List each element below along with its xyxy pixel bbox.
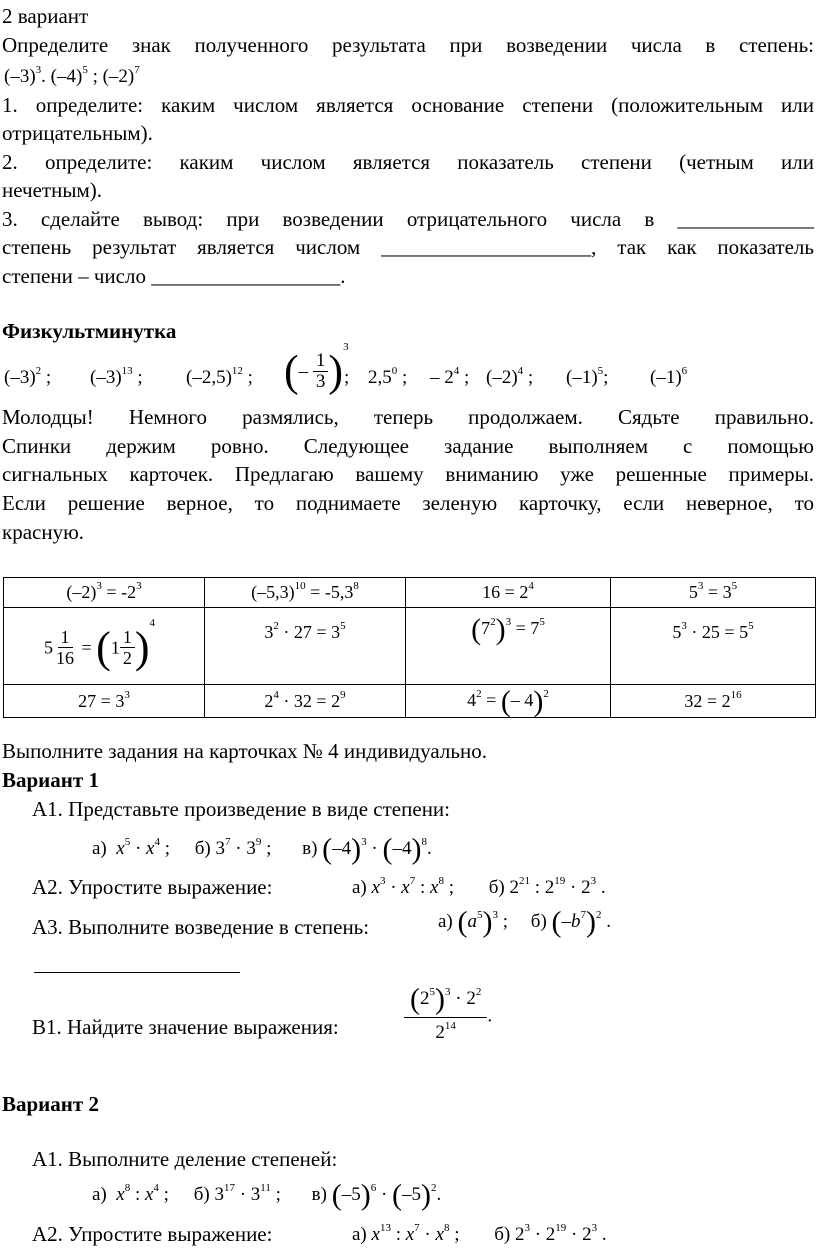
step-3-line-2: степень результат является числом ____________________, так как показатель	[2, 235, 814, 259]
table-row	[4, 608, 816, 685]
table-row	[4, 685, 816, 718]
v1-a1-expressions: а) $x^5 \cdot x^4$ ; б) $3^7 \cdot 3^9$ ; в) $(-4)^3 \cdot (-4)^8$.	[92, 832, 432, 866]
step-3-line-1: 3. сделайте вывод: при возведении отрицательного числа в _____________	[2, 207, 814, 231]
table-row	[4, 578, 816, 608]
table-cell: $16 = 2^4$	[406, 578, 611, 608]
v1-a3-expressions: а) $(a^5)^3$ ; б) $(-b^7)^2$ .	[438, 905, 612, 939]
table-cell: $(-2)^3 = -2^3$	[4, 578, 205, 608]
table-cell: $27 = 3^3$	[4, 685, 205, 718]
v2-a2-expressions: а) $x^{13}$ : $x^7 \cdot x^8$ ; б) $2^3 \cdot 2^{19} \cdot 2^3$ .	[352, 1222, 607, 1245]
examples-table	[3, 577, 816, 718]
v1-a2-expressions: а) $x^3 \cdot x^7$ : $x^8$ ; б) $2^{21}$ : $2^{19} \cdot 2^3$ .	[352, 875, 606, 898]
paragraph-line-5: красную.	[2, 520, 85, 544]
v1-b1-label: В1. Найдите значение выражения:	[32, 1015, 339, 1039]
step-3-line-3: степени – число __________________.	[2, 264, 346, 288]
paragraph-line-1: Молодцы! Немного размялись, теперь продолжаем. Сядьте правильно.	[2, 405, 814, 429]
table-cell: $5^3 \cdot 25 = 5^5$	[611, 608, 816, 685]
variant-1-title: Вариант 1	[2, 768, 99, 792]
step-2-line-2: нечетным).	[2, 178, 102, 202]
task-intro: Выполните задания на карточках № 4 индивидуально.	[2, 739, 487, 763]
v1-a1-label: А1. Представьте произведение в виде степени:	[32, 797, 451, 821]
step-2-line-1: 2. определите: каким числом является показатель степени (четным или	[2, 150, 814, 174]
table-cell: 5 $\frac{1}{16}$ = (1 $\frac{1}{2}$ )$^4$	[4, 608, 205, 685]
table-cell: $(-5,3)^{10} = -5,3^8$	[205, 578, 406, 608]
table-cell: $3^2 \cdot 27 = 3^5$	[205, 608, 406, 685]
step-1-line-1: 1. определите: каким числом является основание степени (положительным или	[2, 93, 814, 117]
v1-a3-label: А3. Выполните возведение в степень:	[32, 915, 370, 939]
warmup-expressions: $(-3)^2$ ; $(-3)^{13}$ ; $(-2,5)^{12}$ ; (– $\frac{1}{3}$ )$^3$ ; $2,5^0$ ; – $2^4$ ; $(-2)^4$ ; $(-1)^5$; $(-1)^6$	[4, 341, 688, 396]
variant-2-title: Вариант 2	[2, 1092, 99, 1116]
variant-header: 2 вариант	[2, 4, 89, 28]
paragraph-line-3: сигнальных карточек. Предлагаю вашему вниманию уже решенные примеры.	[2, 462, 814, 486]
table-cell: $2^4 \cdot 32 = 2^9$	[205, 685, 406, 718]
separator-line	[34, 972, 240, 973]
warmup-title: Физкультминутка	[2, 319, 177, 343]
paragraph-line-2: Спинки держим ровно. Следующее задание выполняем с помощью	[2, 434, 814, 458]
v2-a1-expressions: а) $x^8$ : $x^4$ ; б) $3^{17} \cdot 3^{11}$ ; в) $(-5)^6 \cdot (-5)^2$.	[92, 1178, 442, 1212]
v1-b1-expression: $\frac{(2^5)^3 \cdot 2^2}{2^{14}}$ .	[404, 984, 492, 1048]
v2-a2-label: А2. Упростите выражение:	[32, 1222, 273, 1246]
v1-a2-label: А2. Упростите выражение:	[32, 875, 273, 899]
step-1-line-2: отрицательным).	[2, 121, 153, 145]
table-cell: $5^3 = 3^5$	[611, 578, 816, 608]
table-cell: $4^2$ = (– 4)$^2$	[406, 685, 611, 718]
v2-a1-label: А1. Выполните деление степеней:	[32, 1147, 338, 1171]
table-cell: $32 = 2^{16}$	[611, 685, 816, 718]
intro-text: Определите знак полученного результата при возведении числа в степень:	[2, 33, 814, 57]
paragraph-line-4: Если решение верное, то поднимаете зеленую карточку, если неверное, то	[2, 491, 814, 515]
table-cell: $(7^2)^3 = 7^5$	[406, 608, 611, 685]
intro-expression: $(-3)^3$. $(-4)^5$ ; $(-2)^7$	[4, 64, 140, 87]
